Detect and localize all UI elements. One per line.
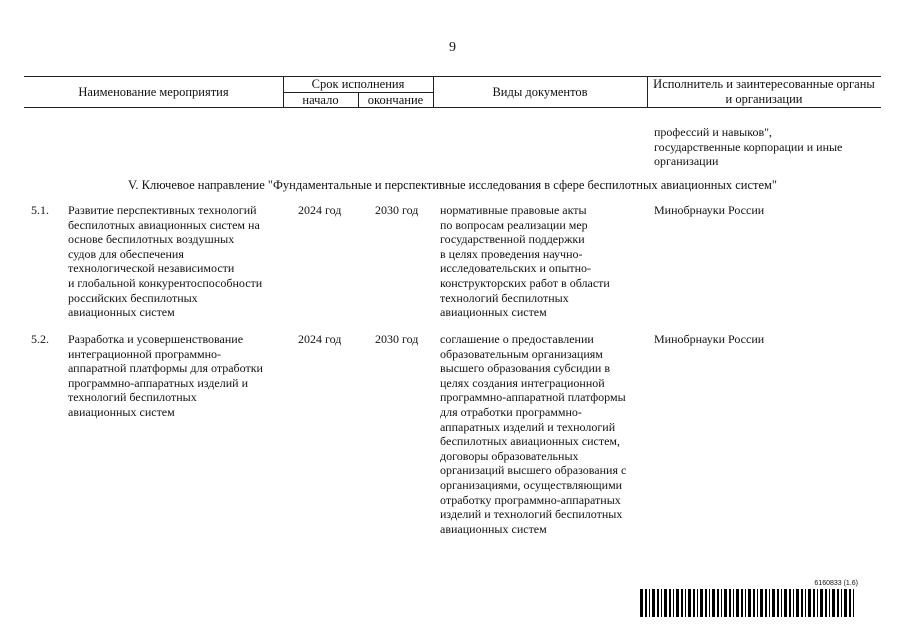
barcode-bar	[808, 589, 811, 617]
header-executor: Исполнитель и заинтересованные органы и организации	[653, 77, 875, 106]
barcode-bar	[825, 589, 827, 617]
row-name: Разработка и усовершенствование интеграционной программно- аппаратной платформы для отработки программно-аппаратных изделий и технологий беспилотных авиационных систем	[68, 332, 263, 419]
barcode-bar	[796, 589, 799, 617]
barcode-bar	[832, 589, 835, 617]
barcode-bar	[829, 589, 830, 617]
barcode-bar	[789, 589, 791, 617]
barcode-bar	[729, 589, 731, 617]
barcode-bar	[784, 589, 787, 617]
barcode-bar	[760, 589, 763, 617]
barcode-bar	[849, 589, 851, 617]
header-end: окончание	[367, 93, 424, 107]
row-documents: соглашение о предоставлении образовательным организациям высшего образования субсидии в целях создания интеграционной программно-аппаратной платформы для отработки программно- аппаратных изделий и технологий беспилотных авиационных систем, договоры образовательных организаций высшего образования с организациями, осуществляющими отработку программно-аппаратных изделий и технологий беспилотных авиационных систем	[440, 332, 627, 536]
row-documents: нормативные правовые акты по вопросам реализации мер государственной поддержки в целях проведения научно- исследовательских и опытно- конструкторских работ в области технологий беспилотных авиационных систем	[440, 203, 610, 320]
row-start: 2024 год	[298, 332, 342, 346]
barcode-bar	[837, 589, 839, 617]
header-bottom-rule	[24, 107, 881, 108]
barcode-bar	[748, 589, 751, 617]
barcode-bar	[781, 589, 782, 617]
row-start: 2024 год	[298, 203, 342, 217]
page-number: 9	[449, 40, 456, 55]
header-name: Наименование мероприятия	[78, 85, 229, 99]
barcode-bar	[700, 589, 703, 617]
row-executor: Минобрнауки России	[654, 203, 765, 217]
row-number: 5.2.	[31, 332, 49, 346]
header-deadline: Срок исполнения	[311, 77, 405, 91]
barcode-bar	[753, 589, 755, 617]
barcode-bar	[721, 589, 722, 617]
barcode-bar	[661, 589, 662, 617]
barcode-bar	[652, 589, 655, 617]
barcode-bars	[640, 589, 858, 617]
barcode-bar	[697, 589, 698, 617]
barcode-bar	[745, 589, 746, 617]
barcode-bar	[772, 589, 775, 617]
barcode-bar	[844, 589, 847, 617]
row-end: 2030 год	[375, 203, 419, 217]
barcode-bar	[709, 589, 710, 617]
barcode-bar	[712, 589, 715, 617]
barcode-bar	[813, 589, 815, 617]
barcode-bar	[649, 589, 650, 617]
barcode-bar	[741, 589, 743, 617]
barcode-bar	[645, 589, 647, 617]
section-heading: V. Ключевое направление "Фундаментальные и перспективные исследования в сфере беспилотных авиационных систем"	[127, 178, 778, 192]
barcode-bar	[693, 589, 695, 617]
barcode-bar	[757, 589, 758, 617]
barcode-bar	[685, 589, 686, 617]
barcode-bar	[669, 589, 671, 617]
barcode-bar	[673, 589, 674, 617]
barcode	[640, 580, 858, 617]
barcode-bar	[777, 589, 779, 617]
barcode-bar	[853, 589, 854, 617]
barcode-bar	[717, 589, 719, 617]
barcode-bar	[657, 589, 659, 617]
barcode-bar	[640, 589, 643, 617]
barcode-bar	[733, 589, 734, 617]
barcode-bar	[801, 589, 803, 617]
barcode-bar	[793, 589, 794, 617]
barcode-bar	[736, 589, 739, 617]
carryover-text: профессий и навыков", государственные корпорации и иные организации	[654, 125, 843, 169]
barcode-bar	[820, 589, 823, 617]
header-divider	[647, 76, 648, 107]
barcode-bar	[817, 589, 818, 617]
barcode-bar	[805, 589, 806, 617]
barcode-bar	[705, 589, 707, 617]
row-executor: Минобрнауки России	[654, 332, 765, 346]
barcode-bar	[841, 589, 842, 617]
barcode-label: 6160833 (1.6)	[814, 580, 858, 587]
barcode-bar	[688, 589, 691, 617]
barcode-bar	[676, 589, 679, 617]
row-end: 2030 год	[375, 332, 419, 346]
header-documents: Виды документов	[492, 85, 588, 99]
barcode-bar	[664, 589, 667, 617]
row-name: Развитие перспективных технологий беспилотных авиационных систем на основе беспилотных воздушных судов для обеспечения технологической независимости и глобальной конкурентоспособности российских беспилотных авиационных систем	[68, 203, 263, 320]
row-number: 5.1.	[31, 203, 49, 217]
barcode-bar	[681, 589, 683, 617]
barcode-bar	[769, 589, 770, 617]
barcode-bar	[765, 589, 767, 617]
barcode-bar	[724, 589, 727, 617]
header-start: начало	[302, 93, 339, 107]
